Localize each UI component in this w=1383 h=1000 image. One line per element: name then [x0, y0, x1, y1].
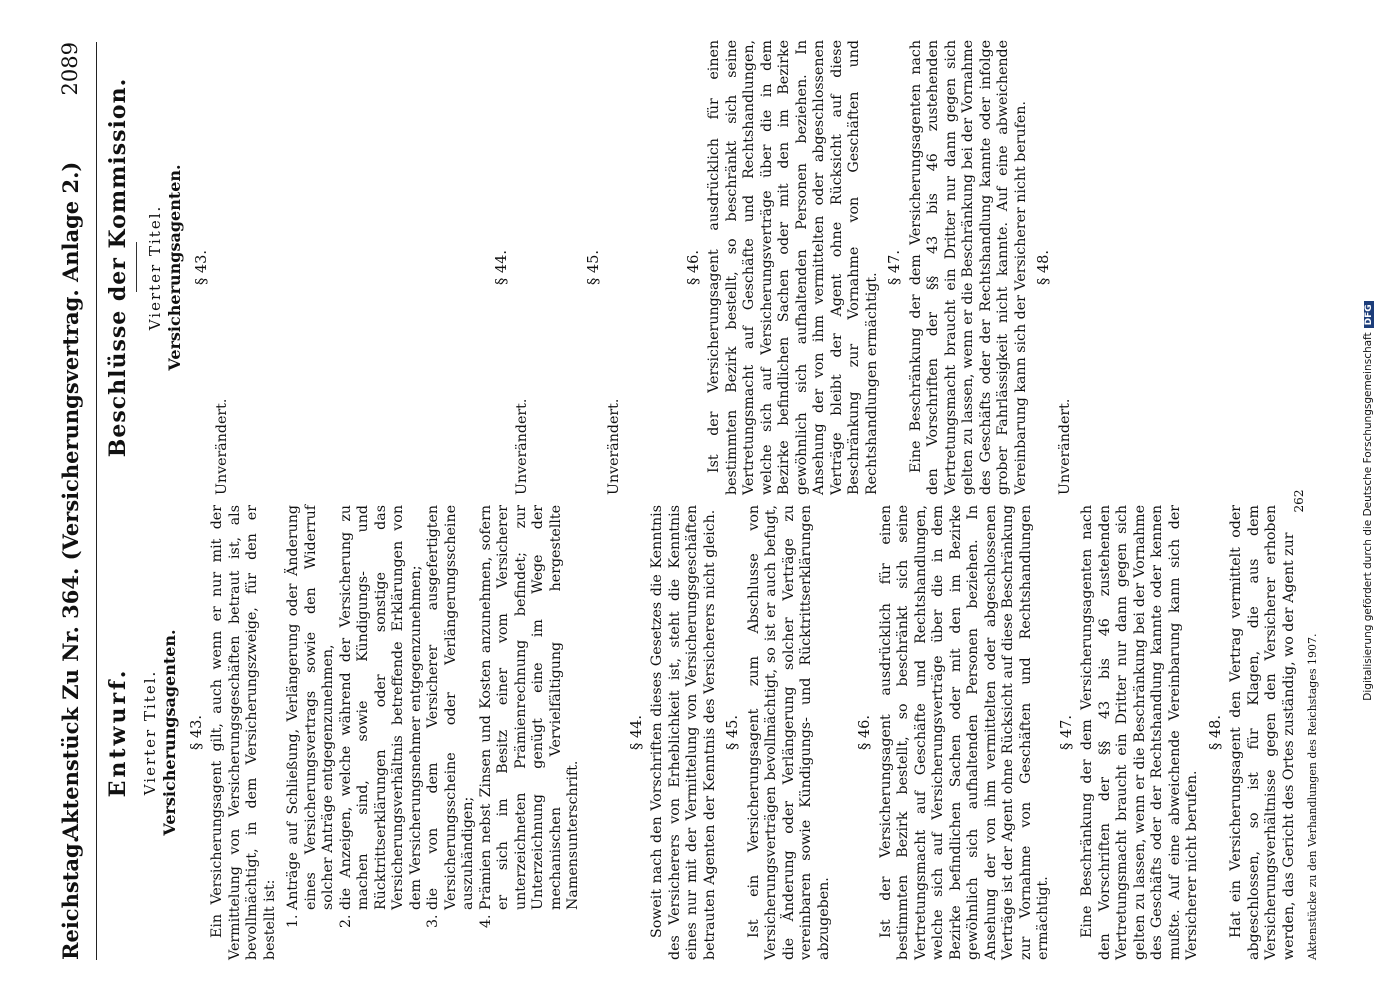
- section-text: Hat ein Versicherungsagent den Vertrag vermittelt oder abgeschlossen, so ist für Klagen, die aus dem Versicherungsverhältnisse gegen den Versicherer erhoben werden, das Gericht des Ortes zuständig, wo der Agent zur: [1228, 505, 1297, 960]
- section-text: Eine Beschränkung der dem Versicherungsagenten nach den Vorschriften der §§ 43 bis 46 zustehenden Vertretungsmacht braucht ein Dritter nur dann gegen sich gelten zu lassen, wenn er die Beschränkung bei der Vornahme des Geschäfts oder der Rechtshandlung kannte oder infolge grober Fahrlässigkeit nicht kannte. Auf eine abweichende Vereinbarung kann sich der Versicherer nicht berufen.: [907, 40, 1029, 495]
- section-text: Ist ein Versicherungsagent zum Abschlusse von Versicherungsverträgen bevollmächtigt, so ist er auch befugt, die Änderung oder Verlängerung solcher Verträge zu vereinbaren sowie Kündigungs- und Rücktrittserklärungen abzugeben.: [745, 505, 832, 960]
- list-item: 1. Anträge auf Schließung, Verlängerung oder Änderung eines Versicherungsvertrags sowie den Widerruf solcher Anträge entgegenzunehmen,: [285, 505, 338, 910]
- commission-section-46: [686, 40, 882, 495]
- unchanged-note: Unverändert.: [606, 398, 622, 495]
- title-rule: [136, 243, 137, 293]
- header-left: Reichstag.: [58, 836, 83, 960]
- section-heading: § 43.: [188, 715, 205, 750]
- draft-chapter-subtitle: Versicherungsagenten.: [160, 629, 179, 836]
- commission-column: [105, 40, 1283, 495]
- commission-section-48: [1036, 40, 1074, 495]
- section-heading: § 46.: [685, 250, 702, 285]
- list-item: 3. die von dem Versicherer ausgefertigten Versicherungsscheine oder Verlängerungsscheine auszuhändigen;: [425, 505, 478, 910]
- section-item-list: [285, 505, 583, 960]
- draft-section-44: [629, 505, 720, 960]
- section-text: Ist der Versicherungsagent ausdrücklich für einen bestimmten Bezirk bestellt, so beschränkt sich seine Vertretungsmacht auf Geschäfte und Rechtshandlungen, welche sich auf Versicherungsverträge über die in dem Bezirke befindlichen Sachen oder mit den im Bezirke gewöhnlich sich aufhaltenden Personen beziehen. In Ansehung der von ihm vermittelten oder abgeschlossenen Verträge ist der Agent ohne Rücksicht auf diese Beschränkung zur Vornahme von Geschäften und Rechtshandlungen ermächtigt.: [877, 505, 1051, 960]
- draft-section-45: [725, 505, 833, 960]
- section-heading: § 44.: [628, 715, 645, 750]
- unchanged-note: Unverändert.: [514, 398, 530, 495]
- section-text: Ist der Versicherungsagent ausdrücklich für einen bestimmten Bezirk bestellt, so beschränkt sich seine Vertretungsmacht auf Geschäfte und Rechtshandlungen, welche sich auf Versicherungsverträge über die in dem Bezirke befindlichen Sachen oder mit den im Bezirke gewöhnlich sich aufhaltenden Personen beziehen. In Ansehung der von ihm vermittelten oder abgeschlossenen Verträge bleibt der Agent ohne Rücksicht auf diese Beschränkung zur Vornahme von Geschäften und Rechtshandlungen ermächtigt.: [706, 40, 880, 495]
- draft-section-43: [189, 505, 583, 960]
- section-heading: § 43.: [193, 250, 210, 285]
- section-heading: § 46.: [857, 715, 873, 750]
- section-heading: § 44.: [493, 250, 510, 285]
- commission-section-43: [194, 40, 232, 495]
- draft-chapter: Vierter Titel.: [140, 669, 159, 796]
- commission-chapter-subtitle: Versicherungsagenten.: [165, 164, 184, 371]
- commission-section-45: [586, 40, 624, 495]
- draft-section-48: [1208, 505, 1299, 960]
- commission-title: Beschlüsse der Kommission.: [105, 77, 131, 458]
- section-text: Eine Beschränkung der dem Versicherungsagenten nach den Vorschriften der §§ 43 bis 46 zustehenden Vertretungsmacht braucht ein Dritter nur dann gegen sich gelten zu lassen, wenn er die Beschränkung bei der Vornahme des Geschäfts oder der Rechtshandlung kannte oder kennen mußte. Auf eine abweichende Vereinbarung kann sich der Versicherer nicht berufen.: [1079, 505, 1200, 960]
- commission-section-44: [494, 40, 532, 495]
- section-heading: § 47.: [1058, 715, 1075, 750]
- commission-section-47: [887, 40, 1030, 495]
- draft-title: Entwurf.: [105, 667, 131, 798]
- digitization-credit: [1362, 42, 1374, 960]
- footnote: Aktenstücke zu den Verhandlungen des Reichstages 1907.: [1306, 633, 1319, 960]
- list-item: 2. die Anzeigen, welche während der Versicherung zu machen sind, sowie Kündigungs- und Rücktrittserklärungen oder sonstige das Versicherungsverhältnis betreffende Erklärungen von dem Versicherungsnehmer entgegenzunehmen;: [338, 505, 426, 910]
- header-rule: [96, 42, 97, 960]
- section-text: Soweit nach den Vorschriften dieses Gesetzes die Kenntnis des Versicherers von Erheblichkeit ist, steht die Kenntnis eines nur mit der Vermittelung von Versicherungsgeschäften betrauten Agenten der Kenntnis des Versicherers nicht gleich.: [649, 505, 718, 960]
- unchanged-note: Unverändert.: [1056, 398, 1073, 495]
- section-text: Ein Versicherungsagent gilt, auch wenn er nur mit der Vermittelung von Versicherungsgeschäften betraut ist, als bevollmächtigt, in dem Versicherungszweige, für den er bestellt ist:: [209, 505, 278, 960]
- dfg-logo: DFG: [1364, 301, 1374, 328]
- header-center: Aktenstück Zu Nr. 364. (Versicherungsvertrag. Anlage 2.): [58, 161, 83, 841]
- draft-column: [105, 505, 1319, 960]
- footer-page-number: 262: [1292, 489, 1306, 513]
- list-item: 4. Prämien nebst Zinsen und Kosten anzunehmen, sofern er sich im Besitz einer vom Versicherer unterzeichneten Prämienrechnung befindet; zur Unterzeichnung genügt eine im Wege der mechanischen Vervielfältigung hergestellte Namensunterschrift.: [478, 505, 583, 910]
- section-heading: § 45.: [725, 715, 741, 750]
- page-header: [58, 42, 98, 960]
- section-heading: § 48.: [1036, 250, 1052, 285]
- draft-section-47: [1059, 505, 1202, 960]
- credit-text: Digitalisierung gefördert durch die Deutsche Forschungsgemeinschaft: [1362, 332, 1374, 701]
- unchanged-note: Unverändert.: [214, 398, 230, 495]
- section-heading: § 48.: [1207, 715, 1224, 750]
- section-heading: § 45.: [585, 250, 602, 285]
- header-page-number: 2089: [58, 42, 82, 96]
- draft-section-46: [857, 505, 1053, 960]
- commission-chapter: Vierter Titel.: [145, 204, 164, 331]
- section-heading: § 47.: [887, 250, 903, 285]
